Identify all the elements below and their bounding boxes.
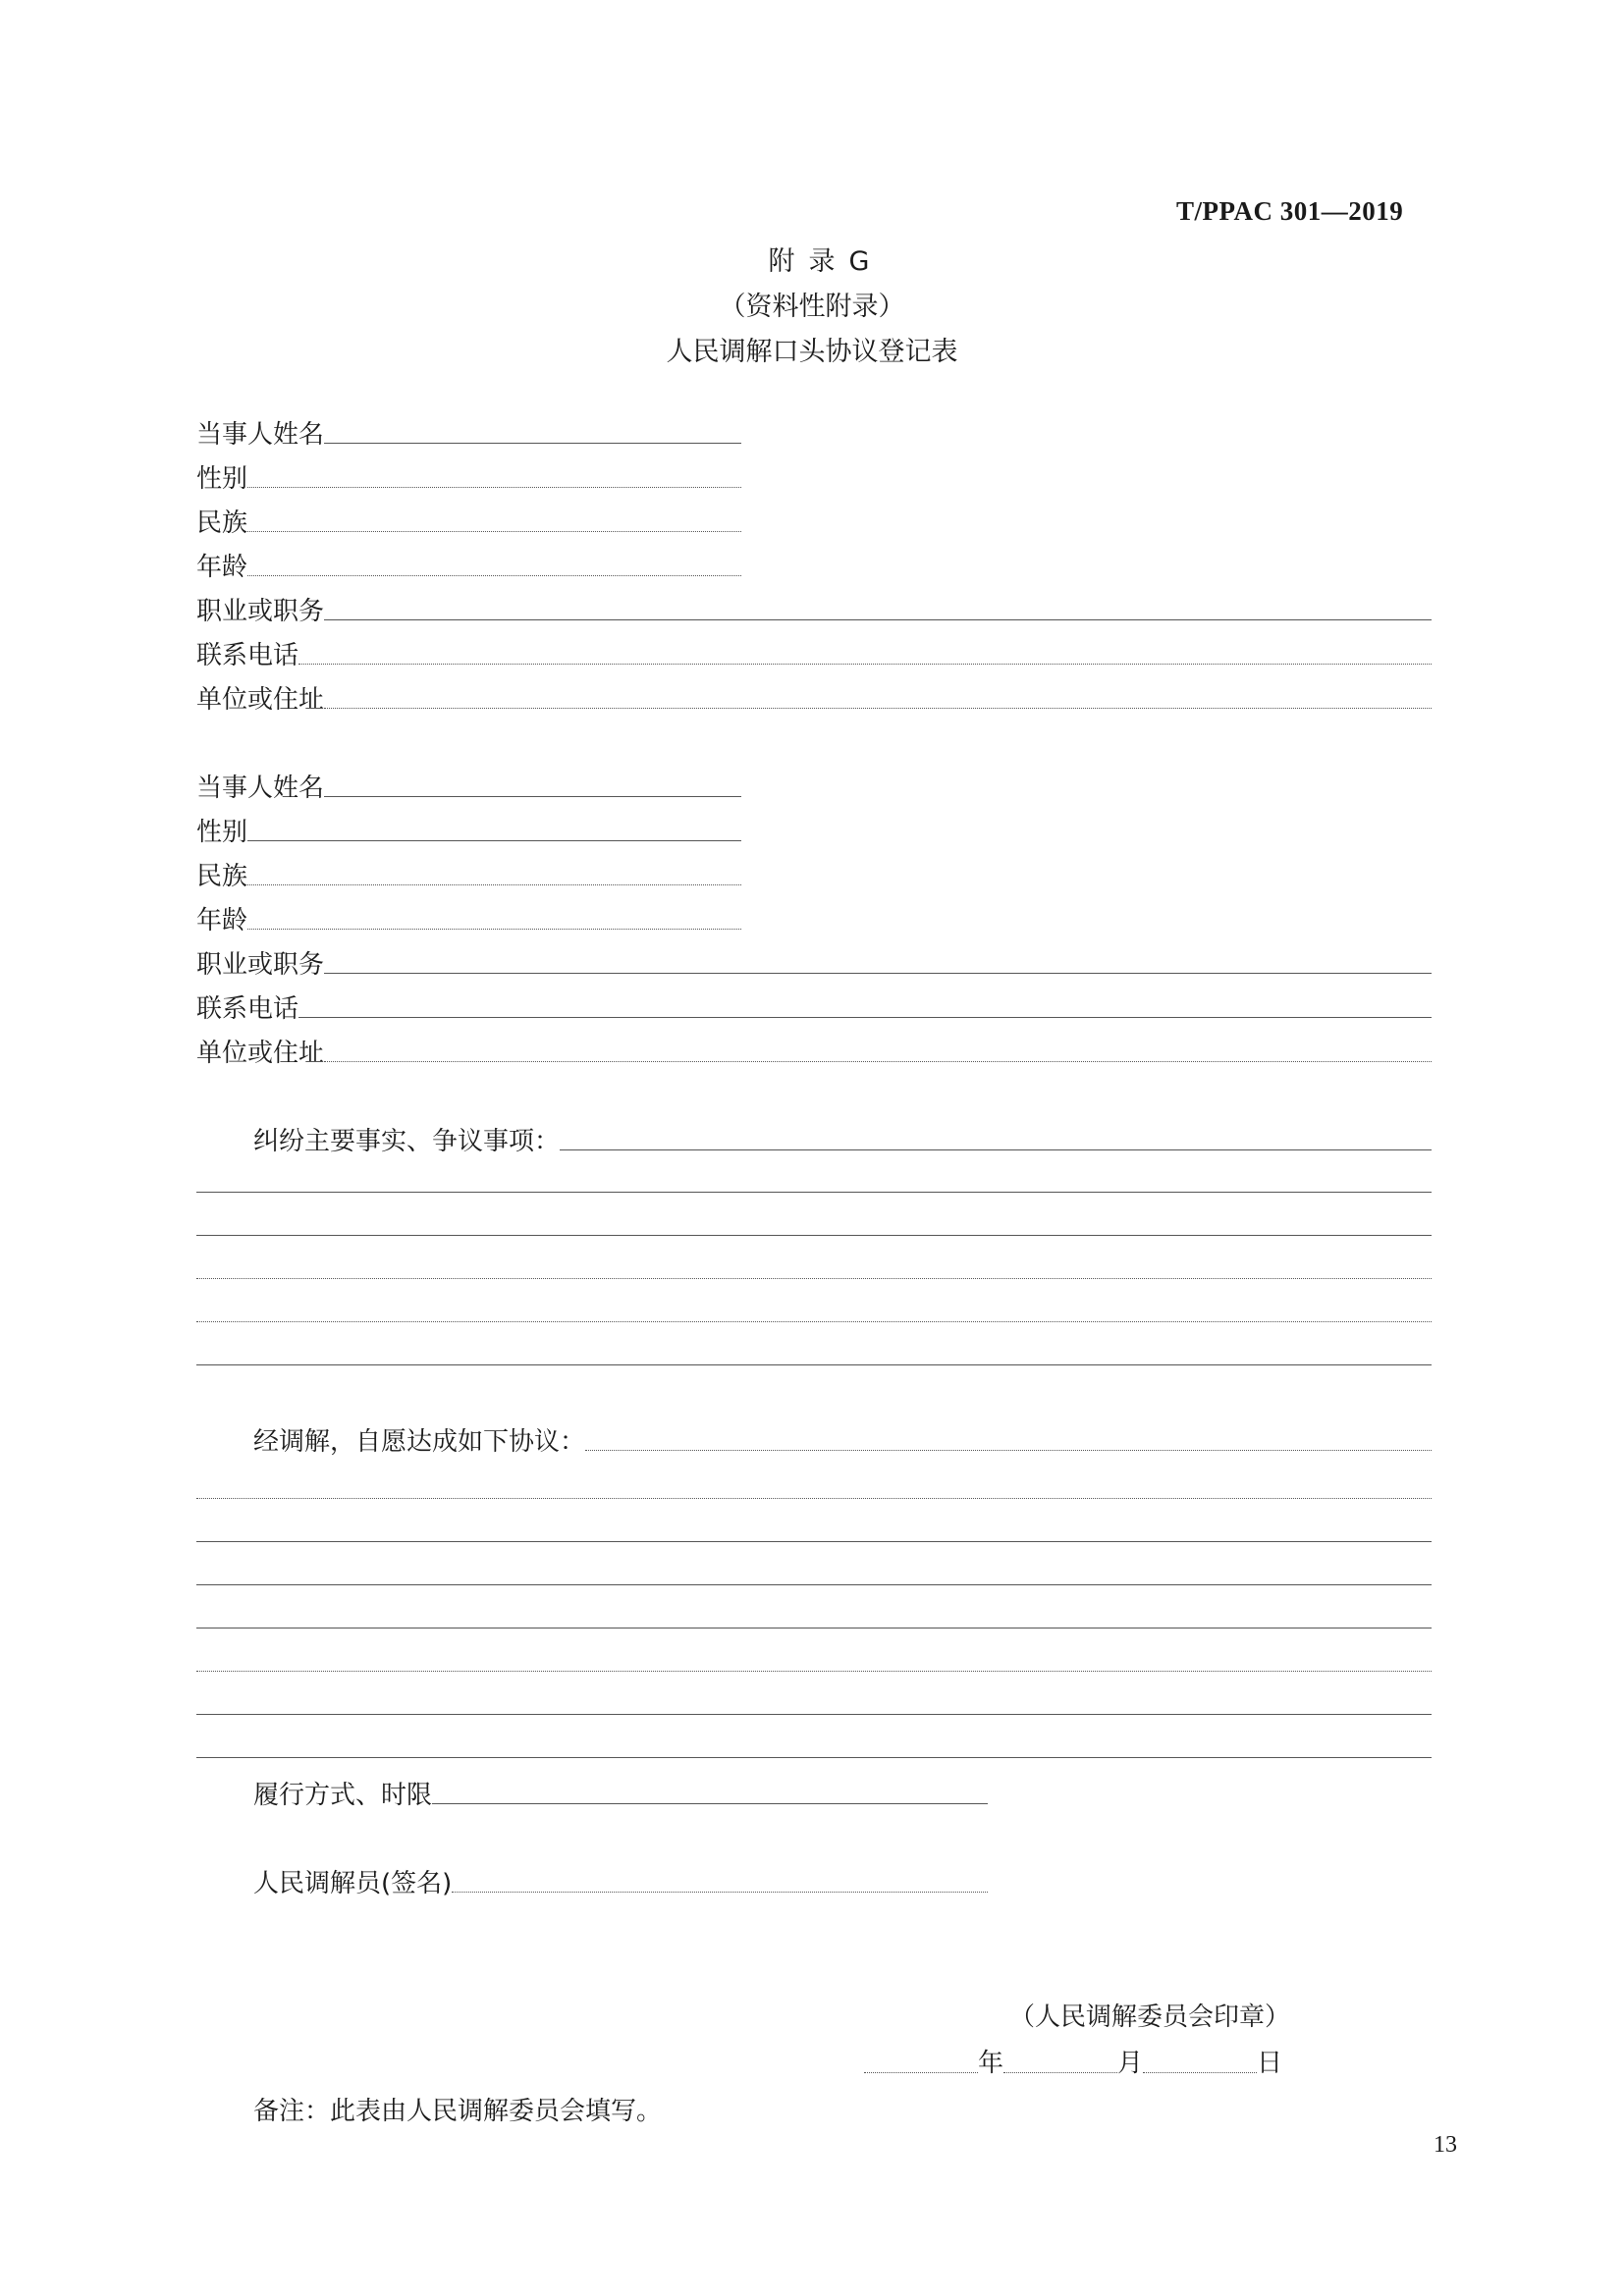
dispute-label: 纠纷主要事实、争议事项：: [253, 1127, 561, 1156]
party1-age-label: 年龄: [196, 553, 248, 582]
month-line[interactable]: [1003, 2072, 1117, 2073]
party2-name-field[interactable]: [196, 768, 741, 803]
party1-gender-label: 性别: [196, 464, 248, 494]
party1-name-field[interactable]: [196, 414, 741, 450]
party2-gender-label: 性别: [196, 818, 248, 847]
party1-occupation-field[interactable]: [196, 591, 1432, 626]
agreement-line[interactable]: [196, 1541, 1432, 1542]
dispute-line[interactable]: [196, 1364, 1432, 1365]
party1-age-field[interactable]: [196, 547, 741, 582]
party2-address-label: 单位或住址: [196, 1039, 325, 1068]
party2-gender-line[interactable]: [247, 840, 741, 841]
party2-ethnicity-label: 民族: [196, 862, 248, 891]
party2-age-field[interactable]: [196, 900, 741, 935]
dispute-line[interactable]: [196, 1192, 1432, 1193]
dispute-line[interactable]: [196, 1278, 1432, 1279]
party2-age-label: 年龄: [196, 906, 248, 935]
party2-name-label: 当事人姓名: [196, 774, 325, 803]
agreement-line[interactable]: [196, 1671, 1432, 1672]
agreement-label: 经调解，自愿达成如下协议：: [253, 1427, 586, 1457]
page-number: 13: [1434, 2132, 1457, 2158]
mediator-field[interactable]: [253, 1863, 988, 1898]
party1-ethnicity-label: 民族: [196, 508, 248, 538]
party1-address-label: 单位或住址: [196, 685, 325, 715]
party1-occupation-line[interactable]: [324, 619, 1432, 620]
agreement-line[interactable]: [196, 1714, 1432, 1715]
party1-address-field[interactable]: [196, 679, 1432, 715]
agreement-line[interactable]: [196, 1584, 1432, 1585]
appendix-title: 附录G: [768, 246, 884, 277]
day-line[interactable]: [1143, 2072, 1257, 2073]
standard-code: T/PPAC 301—2019: [1176, 196, 1404, 226]
party2-occupation-field[interactable]: [196, 944, 1432, 980]
date-row: [864, 2044, 1282, 2079]
performance-label: 履行方式、时限: [253, 1781, 433, 1810]
party1-ethnicity-line[interactable]: [247, 531, 741, 532]
dispute-line[interactable]: [196, 1235, 1432, 1236]
party1-occupation-label: 职业或职务: [196, 597, 325, 626]
dispute-line-first[interactable]: [560, 1149, 1432, 1150]
appendix-nature: （资料性附录）: [719, 292, 905, 322]
party2-occupation-line[interactable]: [324, 973, 1432, 974]
agreement-line[interactable]: [196, 1498, 1432, 1499]
agreement-field[interactable]: [253, 1421, 1432, 1457]
party2-gender-field[interactable]: [196, 812, 741, 847]
party2-occupation-label: 职业或职务: [196, 950, 325, 980]
year-line[interactable]: [864, 2072, 978, 2073]
performance-field[interactable]: [253, 1775, 988, 1810]
party1-gender-field[interactable]: [196, 458, 741, 494]
party2-ethnicity-field[interactable]: [196, 856, 741, 891]
performance-line[interactable]: [432, 1803, 988, 1804]
party1-address-line[interactable]: [324, 708, 1432, 709]
party1-gender-line[interactable]: [247, 487, 741, 488]
dispute-field[interactable]: [253, 1121, 1432, 1156]
party2-phone-field[interactable]: [196, 988, 1432, 1024]
party1-age-line[interactable]: [247, 575, 741, 576]
party1-ethnicity-field[interactable]: [196, 503, 741, 538]
party2-age-line[interactable]: [247, 929, 741, 930]
form-title: 人民调解口头协议登记表: [666, 337, 958, 367]
party2-phone-line[interactable]: [298, 1017, 1432, 1018]
month-label: 月: [1117, 2049, 1144, 2078]
agreement-line[interactable]: [196, 1757, 1432, 1758]
mediator-label: 人民调解员(签名): [253, 1869, 453, 1898]
agreement-line[interactable]: [196, 1628, 1432, 1629]
party1-name-line[interactable]: [324, 443, 741, 444]
party2-address-line[interactable]: [324, 1061, 1432, 1062]
day-label: 日: [1257, 2049, 1283, 2078]
party2-address-field[interactable]: [196, 1033, 1432, 1068]
party2-ethnicity-line[interactable]: [247, 884, 741, 885]
mediator-signature-line[interactable]: [452, 1892, 988, 1893]
agreement-line-first[interactable]: [585, 1450, 1432, 1451]
year-label: 年: [978, 2049, 1004, 2078]
party1-phone-field[interactable]: [196, 635, 1432, 670]
party2-name-line[interactable]: [324, 796, 741, 797]
party2-phone-label: 联系电话: [196, 994, 299, 1024]
party1-phone-line[interactable]: [298, 664, 1432, 665]
party1-name-label: 当事人姓名: [196, 420, 325, 450]
form-note: 备注：此表由人民调解委员会填写。: [253, 2097, 663, 2126]
dispute-line[interactable]: [196, 1321, 1432, 1322]
party1-phone-label: 联系电话: [196, 641, 299, 670]
seal-label: （人民调解委员会印章）: [1009, 2002, 1291, 2032]
